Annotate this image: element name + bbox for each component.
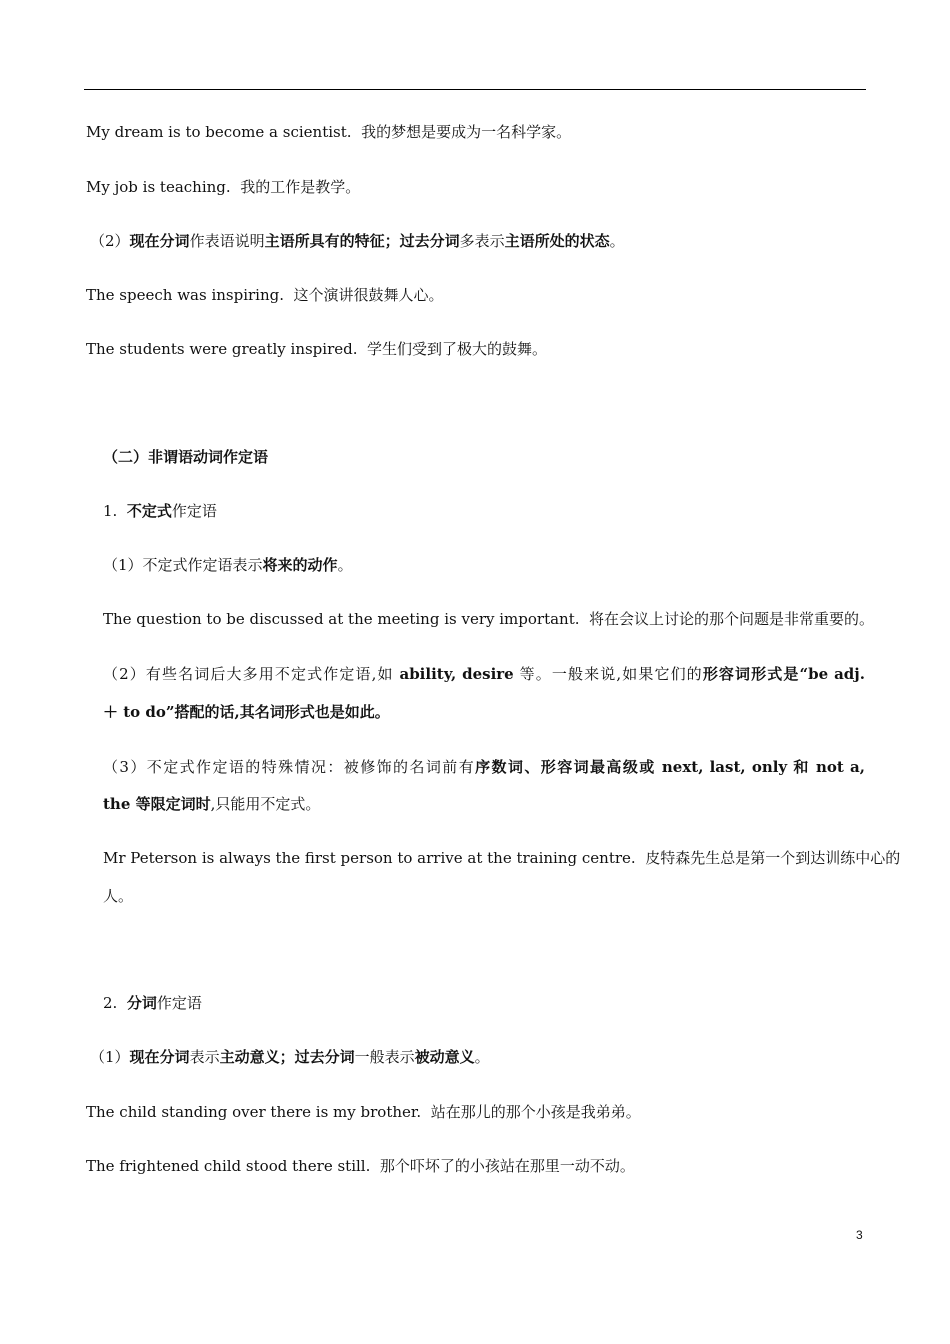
english-text: My dream is to become a scientist. (86, 123, 352, 141)
example-sentence (86, 1156, 635, 1176)
example-sentence (86, 339, 547, 359)
header-rule (84, 89, 866, 90)
rule-text (90, 1047, 490, 1067)
example-sentence (86, 285, 444, 305)
chinese-text: 站在那儿的那个小孩是我弟弟。 (430, 1103, 641, 1121)
bold-term: 和 (793, 758, 810, 776)
example-sentence-continued: 人。 (103, 887, 134, 905)
heading-part: 作定语 (156, 994, 202, 1012)
section-heading: （二）非谓语动词作定语 (103, 448, 269, 466)
rule-part: 。 (337, 556, 353, 574)
chinese-text: 那个吓坏了的小孩站在那里一动不动。 (379, 1157, 635, 1175)
rule-part: （2）有些名词后大多用不定式作定语,如 (103, 665, 394, 683)
rule-part: （1）不定式作定语表示 (103, 556, 263, 574)
rule-number: （1） (90, 1048, 130, 1066)
bold-term: 序数词、形容词最高级或 (475, 758, 656, 776)
rule-text (103, 664, 865, 684)
rule-part: ,只能用不定式。 (210, 795, 321, 813)
rule-text-continued (103, 794, 320, 814)
rule-part: （3）不定式作定语的特殊情况：被修饰的名词前有 (103, 758, 476, 776)
bold-term: 主语所处的状态 (504, 232, 610, 250)
page-number: 3 (856, 1228, 863, 1242)
rule-text (103, 555, 353, 575)
chinese-text: 我的工作是教学。 (240, 178, 361, 196)
bold-term: adj. (834, 665, 865, 683)
chinese-text: 我的梦想是要成为一名科学家。 (361, 123, 572, 141)
rule-text (90, 231, 625, 251)
example-sentence (86, 1102, 641, 1122)
example-sentence (86, 122, 571, 142)
example-sentence (103, 609, 874, 629)
bold-term: last, (709, 758, 746, 776)
rule-part: 等。一般来说,如果它们的 (519, 665, 703, 683)
rule-part: 。 (474, 1048, 490, 1066)
english-text: The students were greatly inspired. (86, 340, 358, 358)
example-sentence (86, 177, 360, 197)
rule-part: 表示 (189, 1048, 220, 1066)
heading-part: 作定语 (171, 502, 217, 520)
english-text: Mr Peterson is always the first person to arrive at the training centre. (103, 849, 636, 867)
rule-part: 。 (609, 232, 625, 250)
bold-term: next, (661, 758, 704, 776)
bold-term: 分词 (126, 994, 157, 1012)
bold-term: a, (849, 758, 865, 776)
heading-number: 1. (103, 502, 118, 520)
bold-term: 主语所具有的特征；过去分词 (264, 232, 460, 250)
chinese-text: 学生们受到了极大的鼓舞。 (367, 340, 548, 358)
english-text: The question to be discussed at the meeting is very important. (103, 610, 580, 628)
bold-term: 主动意义；过去分词 (219, 1048, 355, 1066)
subsection-heading (103, 501, 217, 521)
bold-term: not (815, 758, 844, 776)
english-text: The frightened child stood there still. (86, 1157, 371, 1175)
bold-term: 形容词形式是“be (702, 665, 829, 683)
chinese-text: 将在会议上讨论的那个问题是非常重要的。 (589, 610, 875, 628)
english-text: The speech was inspiring. (86, 286, 284, 304)
bold-term: 被动意义 (414, 1048, 475, 1066)
heading-number: 2. (103, 994, 118, 1012)
bold-term: the 等限定词时 (103, 795, 211, 813)
rule-part: 一般表示 (354, 1048, 415, 1066)
rule-text (103, 757, 865, 777)
rule-part: 多表示 (459, 232, 505, 250)
rule-number: （2） (90, 232, 130, 250)
bold-term: 现在分词 (129, 1048, 190, 1066)
chinese-text: 皮特森先生总是第一个到达训练中心的 (645, 849, 901, 867)
bold-term: 不定式 (126, 502, 172, 520)
bold-term: 现在分词 (129, 232, 190, 250)
bold-term: desire (462, 665, 514, 683)
english-text: The child standing over there is my brother. (86, 1103, 422, 1121)
bold-term: 将来的动作 (262, 556, 338, 574)
rule-text-continued: ＋ to do”搭配的话,其名词形式也是如此。 (103, 703, 390, 721)
example-sentence (103, 848, 901, 868)
english-text: My job is teaching. (86, 178, 231, 196)
bold-term: ability, (399, 665, 457, 683)
subsection-heading (103, 993, 202, 1013)
bold-term: only (751, 758, 788, 776)
chinese-text: 这个演讲很鼓舞人心。 (293, 286, 444, 304)
rule-part: 作表语说明 (189, 232, 265, 250)
